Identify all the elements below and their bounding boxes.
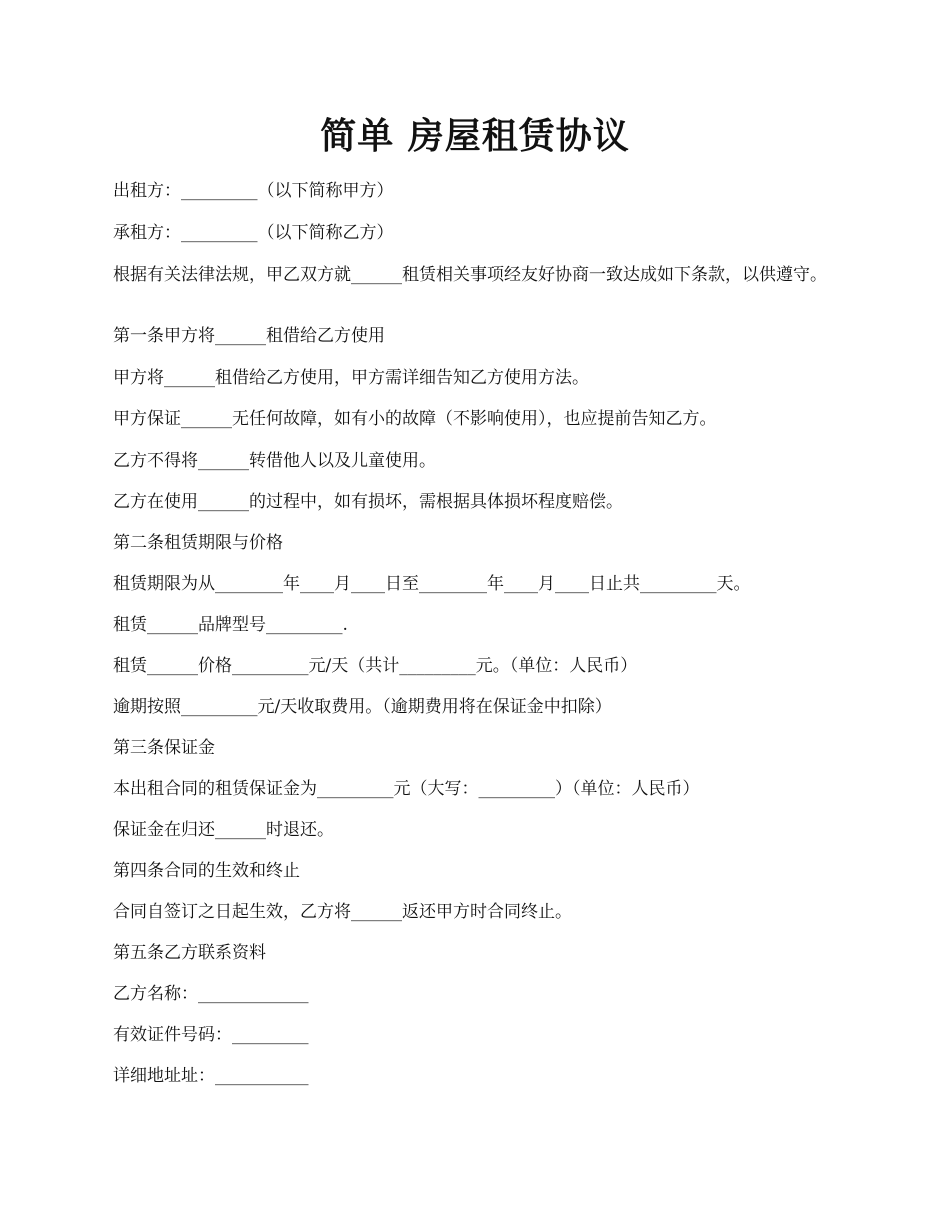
rental-period-line: 租赁期限为从________年____月____日至________年____月____日止共_________天。 [113,574,751,594]
price-line: 租赁______价格_________元/天（共计_________元。（单位：人民币） [113,656,638,676]
deposit-amount-line: 本出租合同的租赁保证金为_________元（大写：_________）（单位：人民币） [113,779,700,799]
article-1-heading: 第一条甲方将______租借给乙方使用 [113,326,385,346]
article-3-heading: 第三条保证金 [113,738,215,758]
effect-termination-line: 合同自签订之日起生效，乙方将______返还甲方时合同终止。 [113,902,572,922]
preamble-paragraph: 根据有关法律法规，甲乙双方就______租赁相关事项经友好协商一致达成如下条款，以供遵守。 [113,265,827,285]
brand-model-line: 租赁______品牌型号_________. [113,615,348,635]
article-4-heading: 第四条合同的生效和终止 [113,861,300,881]
article-5-heading: 第五条乙方联系资料 [113,943,266,963]
id-number-line: 有效证件号码：_________ [113,1025,309,1045]
article-1-clause-2: 甲方保证______无任何故障，如有小的故障（不影响使用），也应提前告知乙方。 [113,409,717,429]
article-1-clause-3: 乙方不得将______转借他人以及儿童使用。 [113,451,436,471]
lessee-name-line: 乙方名称：_____________ [113,984,309,1004]
address-line: 详细地址址：___________ [113,1066,309,1086]
lessee-line: 承租方：_________（以下简称乙方） [113,223,394,243]
lessor-line: 出租方：_________（以下简称甲方） [113,181,394,201]
article-2-heading: 第二条租赁期限与价格 [113,533,283,553]
deposit-refund-line: 保证金在归还______时退还。 [113,820,334,840]
article-1-clause-1: 甲方将______租借给乙方使用，甲方需详细告知乙方使用方法。 [113,368,589,388]
document-title: 简单 房屋租赁协议 [320,115,630,157]
overdue-fee-line: 逾期按照_________元/天收取费用。（逾期费用将在保证金中扣除） [113,697,612,717]
article-1-clause-4: 乙方在使用______的过程中，如有损坏，需根据具体损坏程度赔偿。 [113,492,623,512]
